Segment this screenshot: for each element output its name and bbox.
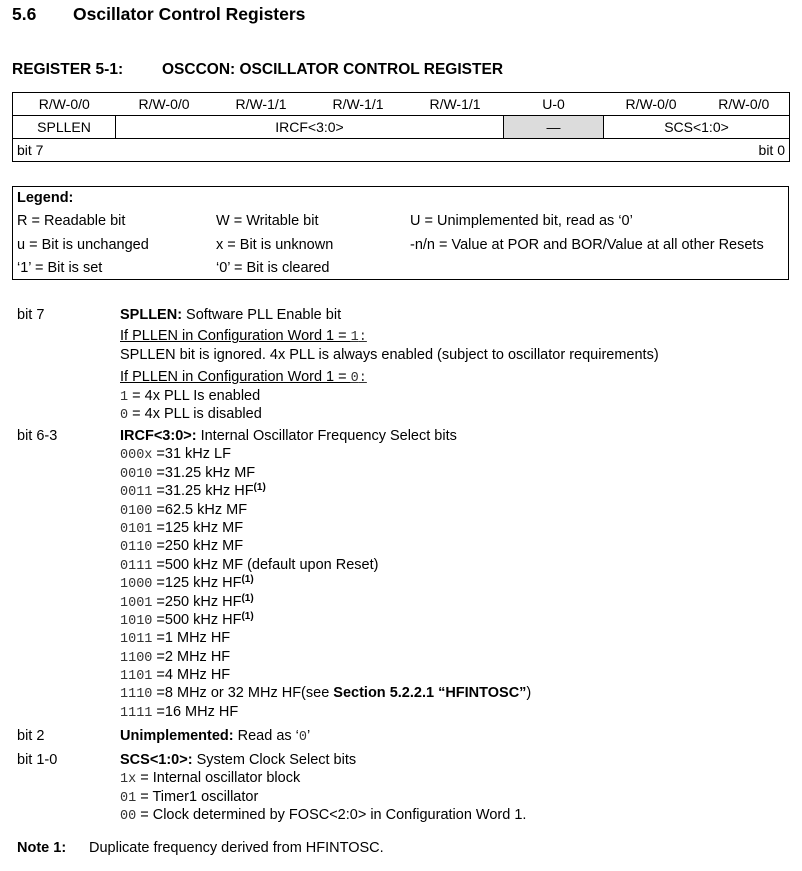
note-text: Duplicate frequency derived from HFINTOSC. — [89, 840, 384, 856]
option-code: 0011 — [120, 485, 153, 501]
option-code: 0101 — [120, 521, 153, 537]
option-text: = Clock determined by FOSC<2:0> in Configuration Word 1. — [136, 807, 527, 824]
access-cell: R/W-0/0 — [13, 93, 116, 116]
field-desc: Internal Oscillator Frequency Select bits — [196, 428, 457, 444]
legend-entry: U = Unimplemented bit, read as ‘0’ — [410, 213, 633, 229]
legend-entry: u = Bit is unchanged — [17, 237, 149, 253]
option-text: =31.25 kHz HF — [152, 483, 254, 500]
access-cell: R/W-0/0 — [116, 93, 213, 116]
option-code: 00 — [120, 809, 137, 825]
legend-entry: -n/n = Value at POR and BOR/Value at all other Resets — [410, 237, 764, 253]
legend-entry: ‘0’ = Bit is cleared — [216, 260, 330, 276]
option-text: =16 MHz HF — [152, 703, 239, 720]
option-text: =250 kHz HF — [152, 593, 242, 610]
option-code: 1010 — [120, 613, 153, 629]
note-label: Note 1: — [17, 840, 67, 856]
field-unimplemented: — — [504, 116, 604, 139]
access-cell: R/W-0/0 — [604, 93, 699, 116]
bit-label: bit 7 — [17, 307, 45, 323]
option-code: 000x — [120, 448, 153, 464]
register-bit-table — [12, 92, 790, 162]
option-code: 01 — [120, 790, 137, 806]
register-title — [12, 61, 503, 79]
option-line — [120, 788, 785, 806]
field-name: IRCF<3:0>: — [120, 428, 197, 444]
option-line — [120, 666, 785, 684]
option-line — [120, 593, 785, 611]
option-line — [120, 648, 785, 666]
section-reference: Section 5.2.2.1 “HFINTOSC” — [333, 685, 527, 702]
field-spllen: SPLLEN — [13, 116, 116, 139]
field-scs: SCS<1:0> — [604, 116, 790, 139]
option-line — [120, 611, 785, 629]
option-text: =8 MHz or 32 MHz HF(see — [152, 685, 334, 702]
option-text: =4 MHz HF — [152, 667, 231, 684]
condition-line: If PLLEN in Configuration Word 1 = 1: — [120, 328, 367, 346]
legend-entry: x = Bit is unknown — [216, 237, 334, 253]
option-code: 0111 — [120, 558, 153, 574]
legend-row — [17, 260, 787, 280]
option-text: =1 MHz HF — [152, 630, 231, 647]
option-text: =500 kHz MF (default upon Reset) — [152, 556, 379, 573]
legend-entry: R = Readable bit — [17, 213, 126, 229]
access-cell: R/W-1/1 — [407, 93, 504, 116]
legend-entry: W = Writable bit — [216, 213, 319, 229]
option-line — [120, 629, 785, 647]
legend-title: Legend: — [17, 190, 74, 206]
option-code: 0100 — [120, 503, 153, 519]
option-code: 0110 — [120, 540, 153, 556]
field-desc: Software PLL Enable bit — [182, 307, 342, 323]
option-line — [120, 556, 785, 574]
option-code: 1x — [120, 772, 137, 788]
option-code: 1001 — [120, 595, 153, 611]
option-line — [120, 703, 785, 721]
legend-row — [17, 213, 787, 233]
register-number: REGISTER 5-1: — [12, 61, 124, 78]
bit0-label: bit 0 — [758, 142, 785, 158]
ircf-option-list — [120, 445, 785, 721]
option-code: 1011 — [120, 632, 153, 648]
option-text: =500 kHz HF — [152, 611, 242, 628]
bit-label: bit 2 — [17, 728, 45, 744]
footnote-ref: (1) — [253, 482, 266, 494]
option-code: 0010 — [120, 466, 153, 482]
option-line — [120, 464, 785, 482]
footnote-ref: (1) — [241, 574, 254, 586]
access-row — [13, 93, 790, 116]
section-number: 5.6 — [12, 4, 37, 24]
option-line: 1 = 4x PLL Is enabled — [120, 387, 261, 405]
option-line — [120, 574, 785, 592]
field-name: SPLLEN: — [120, 307, 183, 323]
option-text: =125 kHz MF — [152, 519, 244, 536]
option-code: 1111 — [120, 705, 153, 721]
option-code: 1101 — [120, 669, 153, 685]
field-desc: System Clock Select bits — [192, 752, 357, 768]
access-cell: R/W-1/1 — [310, 93, 407, 116]
bit-index-row — [13, 139, 790, 162]
option-text: =250 kHz MF — [152, 538, 244, 555]
section-title — [12, 4, 305, 25]
option-text: =31 kHz LF — [152, 446, 231, 463]
option-text: =125 kHz HF — [152, 575, 242, 592]
option-line: 0 = 4x PLL is disabled — [120, 405, 262, 423]
option-line — [120, 519, 785, 537]
register-heading: OSCCON: OSCILLATOR CONTROL REGISTER — [162, 61, 504, 78]
access-cell: R/W-1/1 — [213, 93, 310, 116]
legend-row — [17, 237, 787, 257]
option-line — [120, 769, 785, 787]
option-line — [120, 537, 785, 555]
option-text: =62.5 kHz MF — [152, 501, 248, 518]
section-heading: Oscillator Control Registers — [73, 4, 306, 24]
option-code: 1100 — [120, 650, 153, 666]
option-line — [120, 501, 785, 519]
option-text: = Internal oscillator block — [136, 770, 301, 787]
field-name: Unimplemented: — [120, 728, 234, 744]
access-cell: R/W-0/0 — [699, 93, 790, 116]
footnote — [17, 840, 384, 856]
option-text-end: ) — [526, 685, 532, 702]
option-text: = Timer1 oscillator — [136, 788, 259, 805]
access-cell: U-0 — [504, 93, 604, 116]
footnote-ref: (1) — [241, 592, 254, 604]
condition-body: SPLLEN bit is ignored. 4x PLL is always enabled (subject to oscillator requirements) — [120, 346, 659, 363]
field-row — [13, 116, 790, 139]
bit-label: bit 6-3 — [17, 428, 58, 444]
option-line — [120, 445, 785, 463]
field-name: SCS<1:0>: — [120, 752, 193, 768]
option-code: 1110 — [120, 687, 153, 703]
option-line — [120, 482, 785, 500]
legend-box — [12, 186, 789, 280]
option-line — [120, 684, 785, 702]
legend-entry: ‘1’ = Bit is set — [17, 260, 103, 276]
scs-option-list — [120, 769, 785, 824]
option-text: =2 MHz HF — [152, 648, 231, 665]
footnote-ref: (1) — [241, 610, 254, 622]
option-line — [120, 806, 785, 824]
option-text: =31.25 kHz MF — [152, 464, 256, 481]
option-code: 1000 — [120, 577, 153, 593]
condition-line: If PLLEN in Configuration Word 1 = 0: — [120, 369, 367, 387]
bit7-label: bit 7 — [17, 142, 44, 158]
field-ircf: IRCF<3:0> — [116, 116, 504, 139]
bit-label: bit 1-0 — [17, 752, 58, 768]
